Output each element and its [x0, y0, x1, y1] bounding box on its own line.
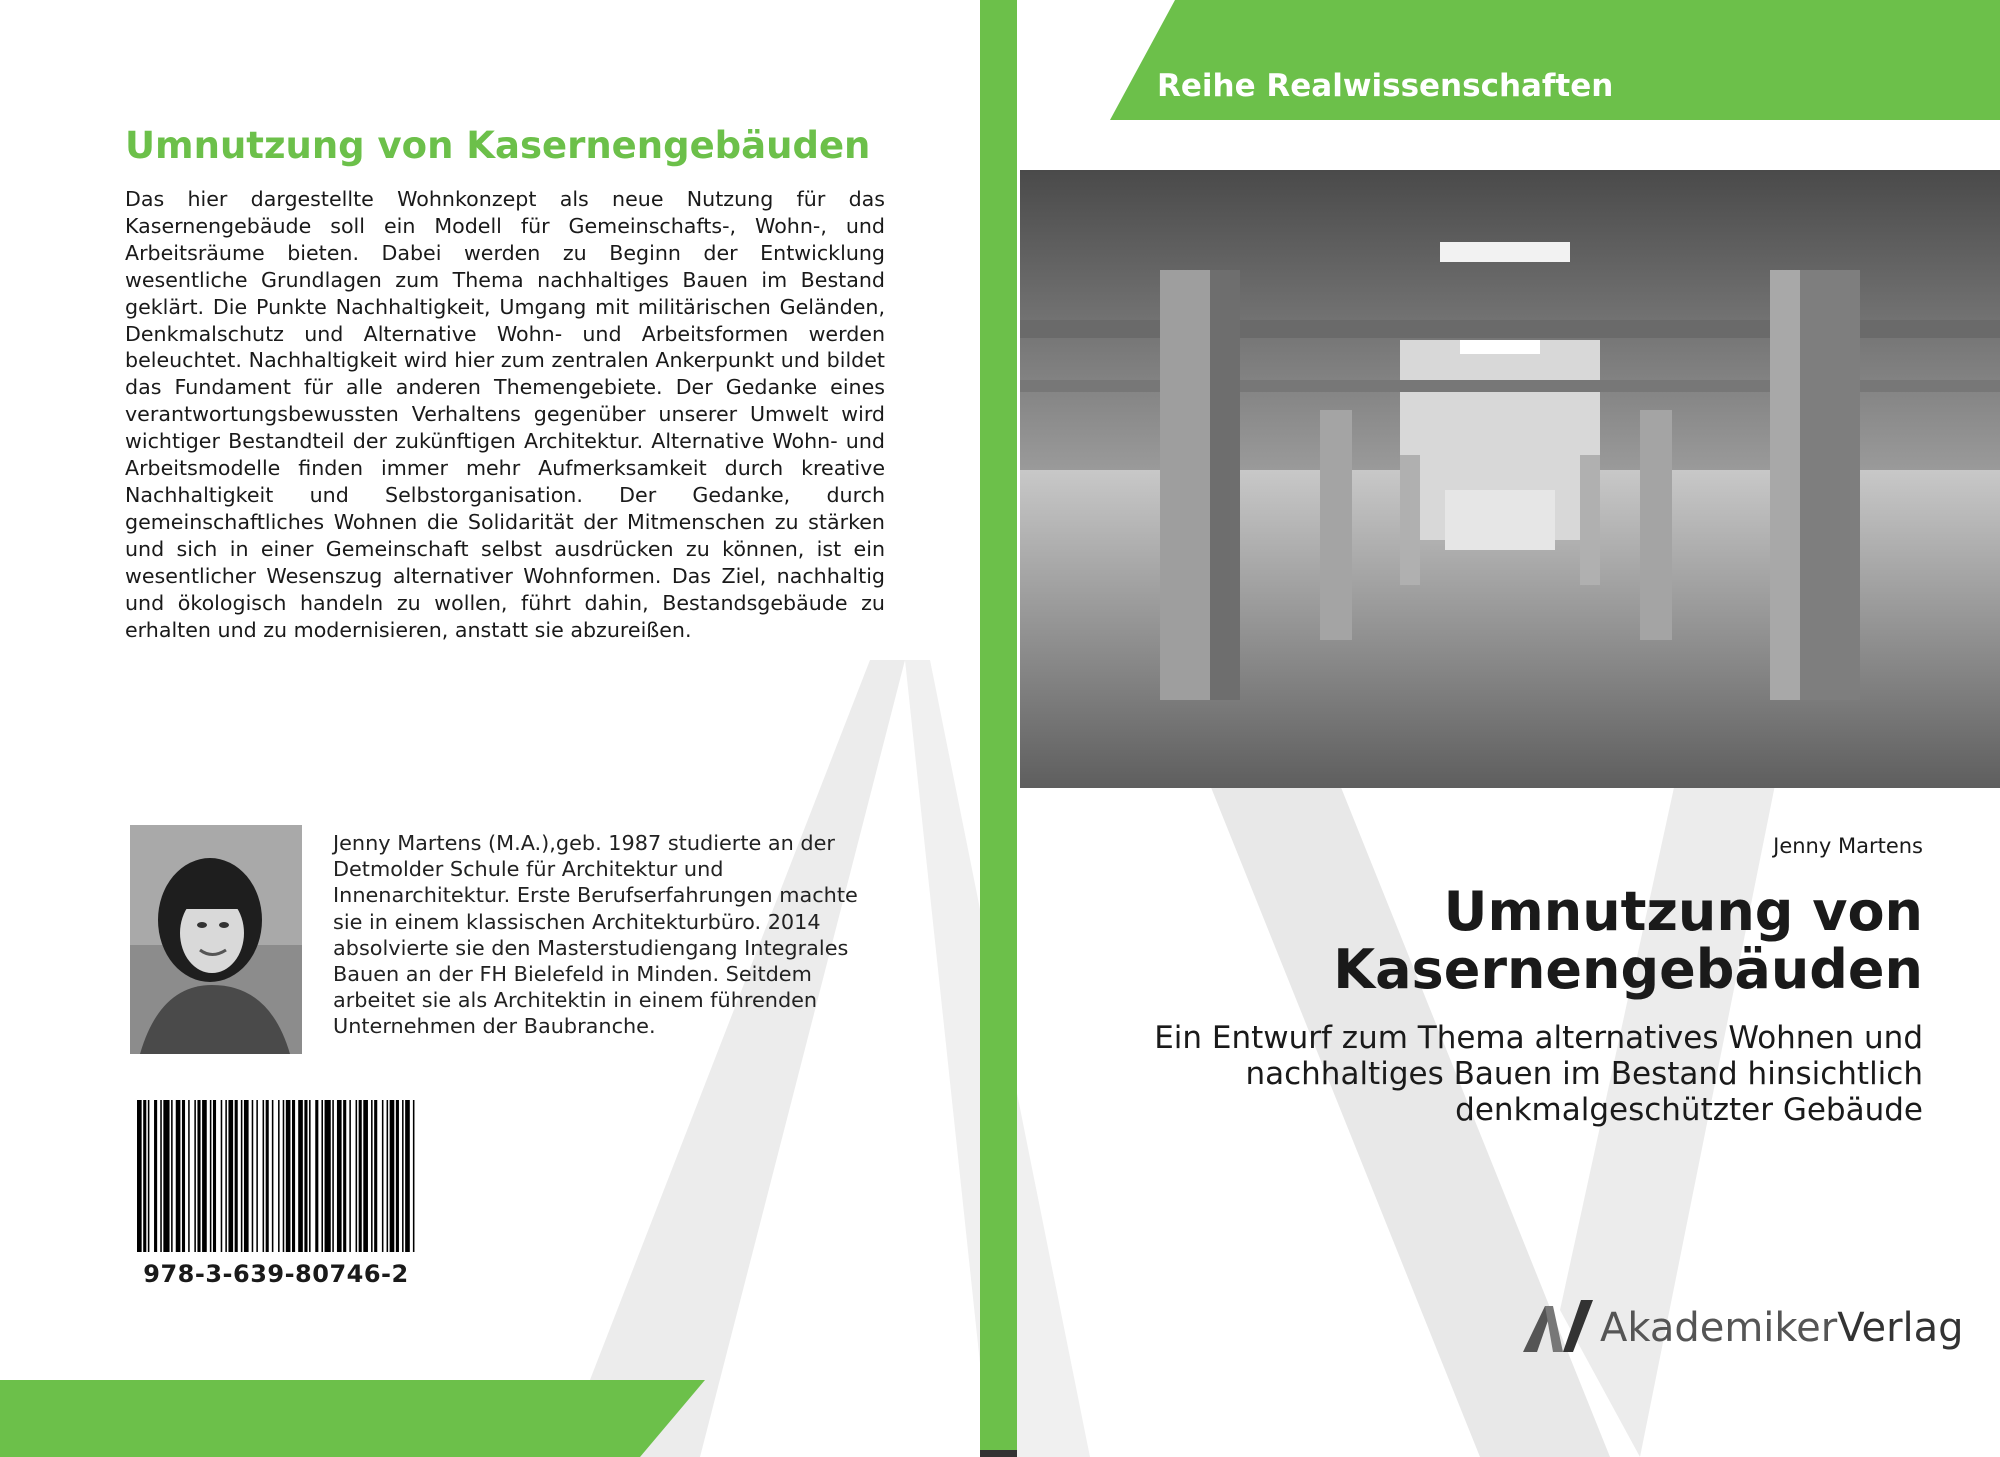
barcode-bar	[154, 1100, 157, 1252]
barcode-bar	[197, 1100, 200, 1252]
barcode-bar	[241, 1100, 243, 1252]
back-cover-title: Umnutzung von Kasernengebäuden	[125, 124, 871, 167]
barcode-bar	[321, 1100, 323, 1252]
author-photo	[130, 825, 302, 1054]
cover-title-line-1: Umnutzung von	[1443, 880, 1923, 943]
barcode-bar	[359, 1100, 362, 1252]
barcode-bar	[283, 1100, 285, 1252]
barcode-bar	[176, 1100, 181, 1252]
barcode-bar	[405, 1100, 410, 1252]
barcode-bar	[252, 1100, 254, 1252]
barcode-bar	[402, 1100, 404, 1252]
barcode-bar	[304, 1100, 307, 1252]
barcode-bar	[235, 1100, 238, 1252]
barcode-bar	[309, 1100, 311, 1252]
barcode-bar	[263, 1100, 265, 1252]
barcode-bar	[272, 1100, 274, 1252]
publisher-name	[1600, 1305, 1964, 1351]
barcode-bar	[374, 1100, 377, 1252]
cover-author: Jenny Martens	[1773, 834, 1923, 858]
barcode-bar	[188, 1100, 190, 1252]
barcode-bar	[315, 1100, 318, 1252]
cover-subtitle-line-1: Ein Entwurf zum Thema alternatives Wohnen und	[1154, 1020, 1923, 1056]
barcode-bar	[337, 1100, 342, 1252]
series-label: Reihe Realwissenschaften	[1157, 68, 1614, 104]
barcode-bar	[371, 1100, 373, 1252]
barcode	[137, 1100, 417, 1252]
book-spine	[980, 0, 1017, 1457]
barcode-bar	[221, 1100, 223, 1252]
barcode-bar	[390, 1100, 395, 1252]
cover-subtitle-line-2: nachhaltiges Bauen im Bestand hinsichtlich	[1245, 1056, 1923, 1092]
barcode-bar	[278, 1100, 280, 1252]
barcode-bar	[413, 1100, 415, 1252]
cover-title-line-2: Kasernengebäuden	[1333, 938, 1923, 1001]
cover-photo-concrete-hall	[1020, 170, 2000, 788]
barcode-bar	[137, 1100, 142, 1252]
spine-bottom-edge	[980, 1450, 1017, 1457]
back-bottom-green-band	[0, 1380, 705, 1457]
publisher-logo-icon	[1523, 1300, 1593, 1352]
barcode-bar	[266, 1100, 269, 1252]
barcode-bar	[160, 1100, 162, 1252]
barcode-bar	[143, 1100, 146, 1252]
back-cover-blurb: Das hier dargestellte Wohnkonzept als neue Nutzung für das Kasernengebäude soll ein Modell für Gemeinschafts-, Wohn-, und Arbeitsräume bieten. Dabei werden zu Beginn der Entwicklung wesentliche Grundlagen zum Thema nachhaltiges Bauen im Bestand geklärt. Die Punkte Nachhaltigkeit, Umgang mit militärischen Geländen, Denkmalschutz und Alternative Wohn- und Arbeitsformen werden beleuchtet. Nachhaltigkeit wird hier zum zentralen Ankerpunkt und bildet das Fundament für alle anderen Themengebiete. Der Gedanke eines verantwortungsbewussten Verhaltens gegenüber unserer Umwelt wird wichtiger Bestandteil der zukünftigen Architektur. Alternative Wohn- und Arbeitsmodelle finden immer mehr Aufmerksamkeit durch kreative Nachhaltigkeit und Selbstorganisation. Der Gedanke, durch gemeinschaftliches Wohnen die Solidarität der Mitmenschen zu stärken und sich in einer Gemeinschaft selbst ausdrücken zu können, ist ein wesentlicher Wesenszug alternativer Wohnformen. Das Ziel, nachhaltig und ökologisch handeln zu wollen, führt dahin, Bestandsgebäude zu erhalten und zu modernisieren, anstatt sie abzureißen.	[125, 187, 885, 642]
cover-title	[1123, 880, 1923, 1001]
publisher-name-part-1: Akademiker	[1600, 1305, 1838, 1351]
barcode-bar	[343, 1100, 346, 1252]
barcode-bar	[210, 1100, 212, 1252]
barcode-bar	[171, 1100, 173, 1252]
cover-subtitle-line-3: denkmalgeschützter Gebäude	[1455, 1092, 1923, 1128]
barcode-bar	[194, 1100, 196, 1252]
barcode-bar	[363, 1100, 368, 1252]
barcode-bar	[182, 1100, 185, 1252]
barcode-bar	[163, 1100, 169, 1252]
barcode-bar	[298, 1100, 303, 1252]
barcode-bar	[202, 1100, 207, 1252]
barcode-bar	[382, 1100, 384, 1252]
barcode-bar	[396, 1100, 399, 1252]
publisher-name-part-2: Verlag	[1837, 1305, 1964, 1351]
barcode-bar	[228, 1100, 233, 1252]
barcode-bar	[256, 1100, 258, 1252]
barcode-bar	[244, 1100, 249, 1252]
barcode-bar	[213, 1100, 216, 1252]
cover-subtitle	[1063, 1020, 1923, 1128]
author-bio: Jenny Martens (M.A.),geb. 1987 studierte an der Detmolder Schule für Architektur und Innenarchitektur. Erste Berufserfahrungen machte sie in einem klassischen Architekturbüro. 2014 absolvierte sie den Masterstudiengang Integrales Bauen an der FH Bielefeld in Minden. Seitdem arbeitet sie als Architektin in einem führenden Unternehmen der Baubranche.	[333, 831, 858, 1039]
barcode-bar	[387, 1100, 389, 1252]
barcode-bar	[325, 1100, 331, 1252]
barcode-bar	[286, 1100, 291, 1252]
isbn-number: 978-3-639-80746-2	[143, 1260, 409, 1288]
barcode-bar	[356, 1100, 358, 1252]
barcode-bar	[349, 1100, 351, 1252]
barcode-bar	[225, 1100, 227, 1252]
barcode-bar	[292, 1100, 295, 1252]
barcode-bar	[148, 1100, 150, 1252]
barcode-bar	[332, 1100, 334, 1252]
